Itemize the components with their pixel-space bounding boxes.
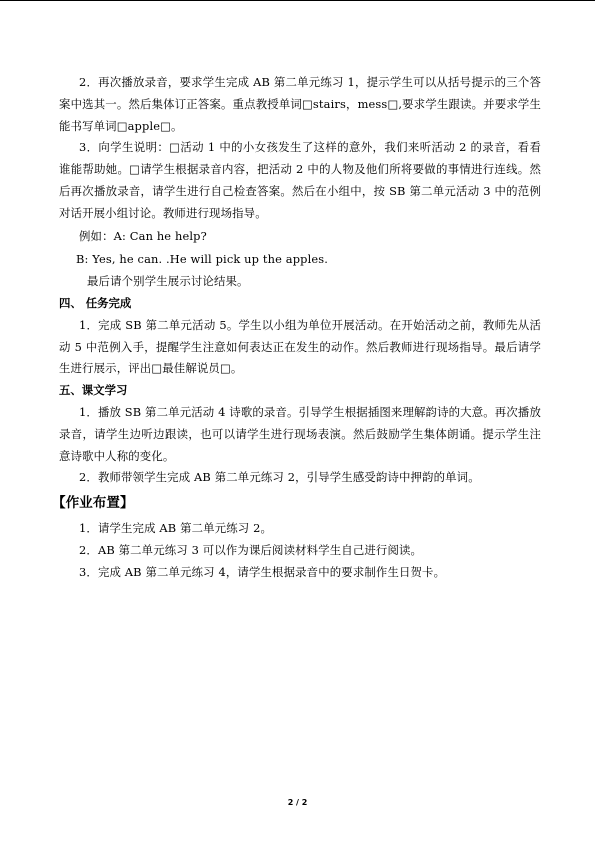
document-body [52, 72, 541, 584]
homework-item-1: 1．请学生完成 AB 第二单元练习 2。 [79, 521, 273, 536]
homework-item-2: 2．AB 第二单元练习 3 可以作为课后阅读材料学生自己进行阅读。 [79, 542, 423, 557]
section-heading-text-study: 五、课文学习 [59, 383, 128, 398]
header-rule [0, 0, 595, 1]
page-number: 2 / 2 [287, 798, 308, 807]
paragraph-task-1: 1．完成 SB 第二单元活动 5。学生以小组为单位开展活动。在开始活动之前，教师先从活动 5 中范例入手，提醒学生注意如何表达正在发生的动作。然后教师进行现场指导。最后请学生进行展示，评出□最佳解说员□。 [59, 317, 541, 376]
paragraph-step-3: 3．向学生说明：□活动 1 中的小女孩发生了这样的意外，我们来听活动 2 的录音，看看谁能帮助她。□请学生根据录音内容，把活动 2 中的人物及他们所将要做的事情进行连线。然后再次播放录音，请学生进行自己检查答案。然后在小组中，按 SB 第二单元活动 3 中的范例对话开展小组讨论。教师进行现场指导。 [59, 140, 541, 220]
homework-heading: 【作业布置】 [52, 495, 134, 512]
paragraph-text-study-2: 2．教师带领学生完成 AB 第二单元练习 2，引导学生感受韵诗中押韵的单词。 [79, 470, 480, 485]
section-heading-task: 四、 任务完成 [59, 295, 132, 310]
example-dialogue-b: B: Yes, he can. .He will pick up the apples. [76, 252, 329, 267]
example-conclusion: 最后请个别学生展示讨论结果。 [87, 274, 249, 289]
paragraph-step-2: 2．再次播放录音，要求学生完成 AB 第二单元练习 1，提示学生可以从括号提示的三个答案中选其一。然后集体订正答案。重点教授单词□stairs，mess□,要求学生跟读。并要求学生能书写单词□apple□。 [59, 75, 541, 133]
homework-item-3: 3．完成 AB 第二单元练习 4，请学生根据录音中的要求制作生日贺卡。 [79, 564, 446, 579]
example-dialogue-a: 例如：A: Can he help? [79, 228, 207, 243]
paragraph-text-study-1: 1．播放 SB 第二单元活动 4 诗歌的录音。引导学生根据插图来理解韵诗的大意。再次播放录音，请学生边听边跟读，也可以请学生进行现场表演。然后鼓励学生集体朗诵。提示学生注意诗歌中人称的变化。 [59, 404, 541, 463]
